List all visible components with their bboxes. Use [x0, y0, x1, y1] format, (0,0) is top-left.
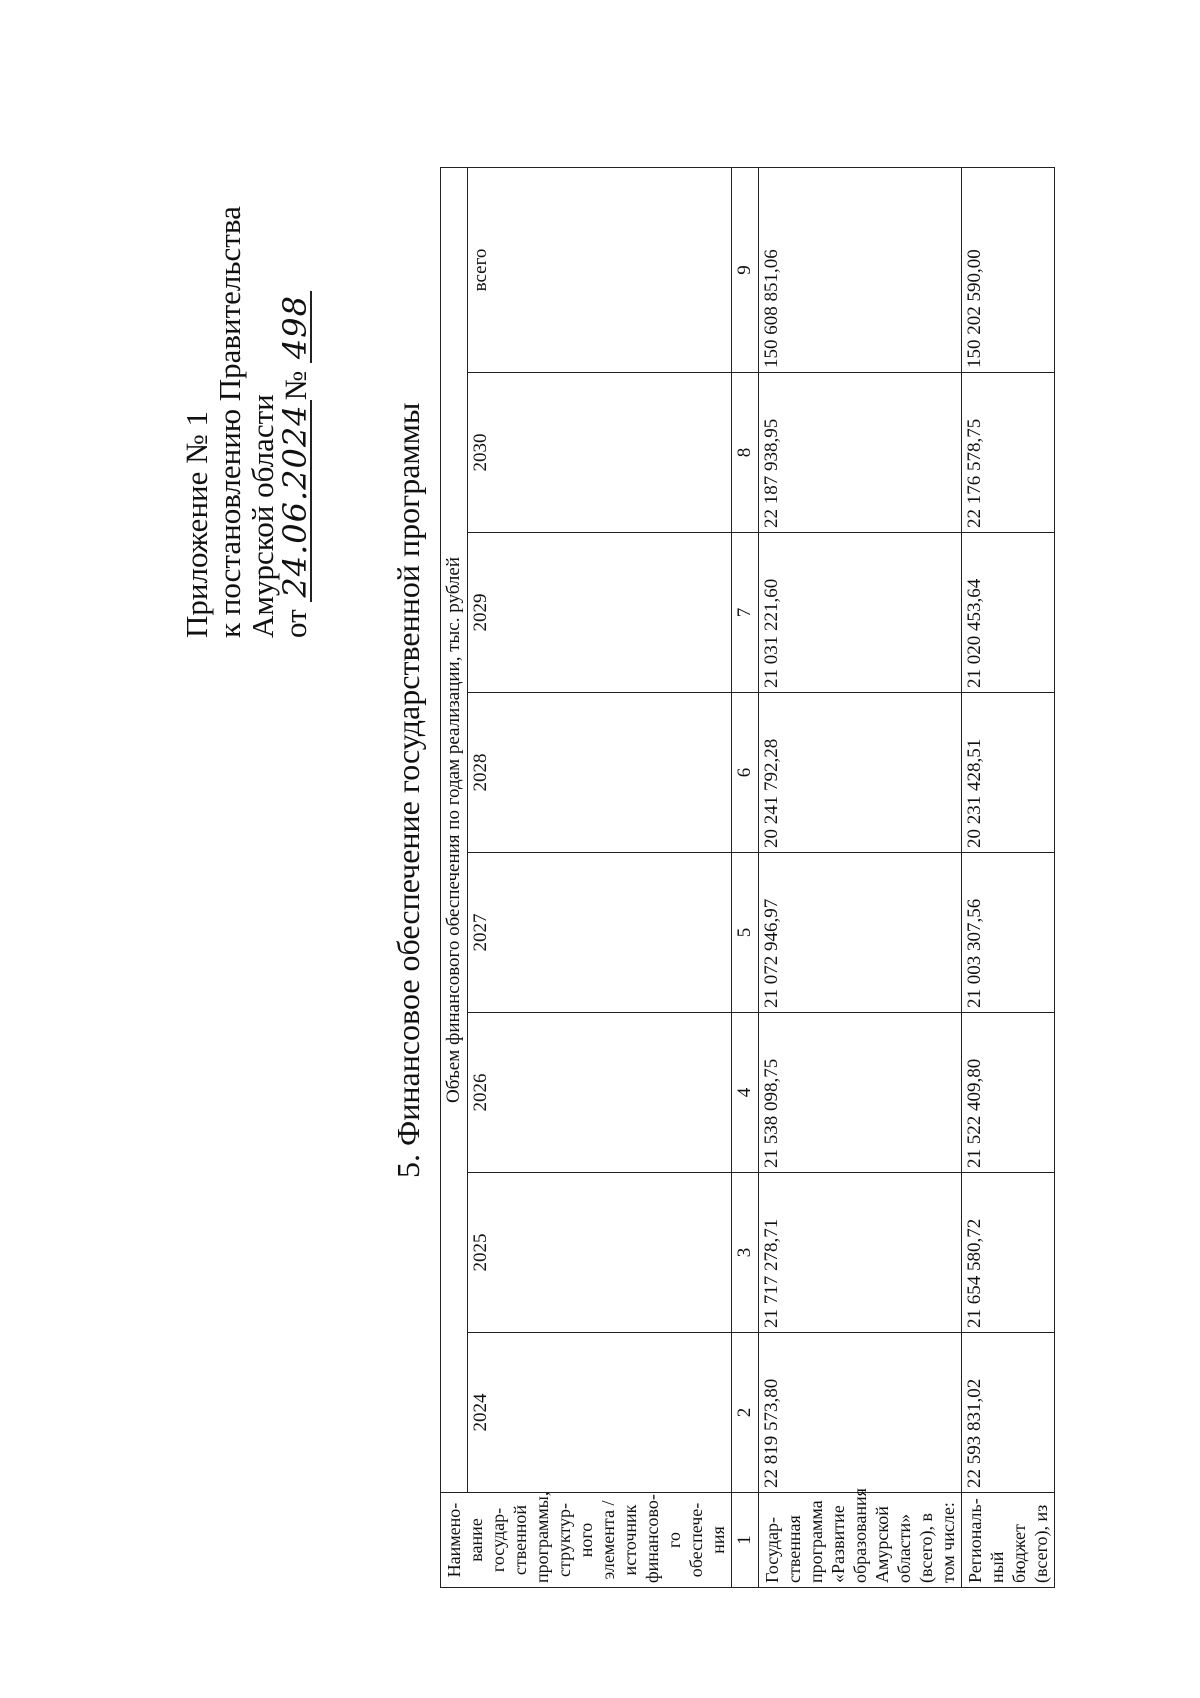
year-header: 2025 [468, 1173, 732, 1333]
year-header: 2024 [468, 1333, 732, 1493]
value-cell: 21 031 221,60 [759, 533, 962, 693]
section-title: 5. Финансовое обеспечение государственной программы [390, 402, 426, 1178]
year-header: 2026 [468, 1013, 732, 1173]
value-cell: 20 241 792,28 [759, 693, 962, 853]
number-label: № [278, 370, 313, 401]
financing-table [440, 167, 1055, 1588]
appendix-block [180, 178, 312, 638]
handwritten-date: 24.06.2024 [280, 400, 312, 601]
header-row-years [468, 167, 732, 1587]
value-cell: 21 522 409,80 [962, 1013, 1055, 1173]
column-number: 3 [732, 1173, 759, 1333]
column-number: 2 [732, 1333, 759, 1493]
header-row-volume [441, 167, 468, 1587]
value-cell: 21 072 946,97 [759, 853, 962, 1013]
value-cell: 22 187 938,95 [759, 373, 962, 533]
value-cell: 22 593 831,02 [962, 1333, 1055, 1493]
appendix-line-resolution: к постановлению Правительства [212, 206, 247, 638]
column-number: 5 [732, 853, 759, 1013]
value-cell: 21 020 453,64 [962, 533, 1055, 693]
value-cell: 21 003 307,56 [962, 853, 1055, 1013]
value-cell: 21 717 278,71 [759, 1173, 962, 1333]
from-label: от [278, 609, 313, 638]
column-number: 8 [732, 373, 759, 533]
column-number: 4 [732, 1013, 759, 1173]
value-cell: 21 654 580,72 [962, 1173, 1055, 1333]
value-cell-total: 150 608 851,06 [759, 167, 962, 372]
column-number-row [732, 167, 759, 1587]
value-cell: 21 538 098,75 [759, 1013, 962, 1173]
year-header: 2028 [468, 693, 732, 853]
year-header: 2027 [468, 853, 732, 1013]
value-cell: 22 819 573,80 [759, 1333, 962, 1493]
name-header: Наимено-вание государ-ственной программы, структур-ного элемента / источник финансово-го обеспече-ния [441, 1493, 732, 1588]
year-header: 2030 [468, 373, 732, 533]
appendix-title: Приложение № 1 [179, 411, 214, 638]
table-row [759, 167, 962, 1587]
year-header-total: всего [468, 167, 732, 372]
handwritten-number: 498 [280, 291, 312, 363]
column-number: 7 [732, 533, 759, 693]
column-number: 9 [732, 167, 759, 372]
table-row [962, 167, 1055, 1587]
row-name: Государ-ственная программа «Развитие образования Амурской области» (всего), в том числе: [759, 1493, 962, 1588]
year-header: 2029 [468, 533, 732, 693]
value-cell-total: 150 202 590,00 [962, 167, 1055, 372]
appendix-line-region: Амурской области [245, 394, 280, 638]
volume-header: Объем финансового обеспечения по годам реализации, тыс. рублей [441, 167, 468, 1492]
value-cell: 22 176 578,75 [962, 373, 1055, 533]
appendix-date-line [276, 178, 314, 638]
value-cell: 20 231 428,51 [962, 693, 1055, 853]
row-name: Региональ-ный бюджет (всего), из [962, 1493, 1055, 1588]
column-number: 6 [732, 693, 759, 853]
column-number: 1 [732, 1493, 759, 1588]
